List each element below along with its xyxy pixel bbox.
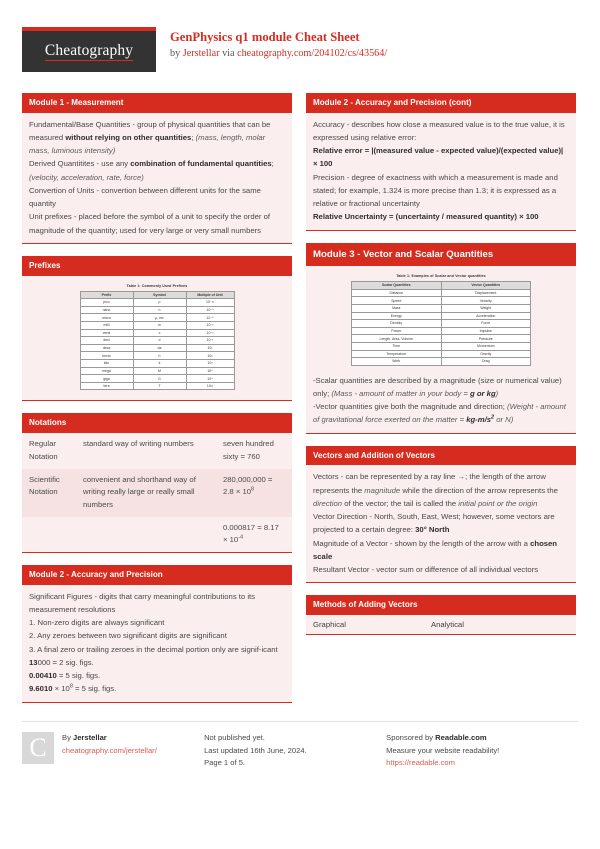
module2cont-line: Relative Uncertainty = (uncertainty / measured quantity) × 100 [313, 212, 539, 222]
table-cell: n [133, 306, 186, 314]
table-cell: μ, mc [133, 314, 186, 322]
module2-line: 1. Non-zero digits are always significant [29, 618, 165, 628]
notation-name: Scientific Notation [29, 474, 60, 497]
table-cell: 10¹ [186, 344, 234, 352]
card-notations [22, 413, 292, 553]
table-cell: da [133, 344, 186, 352]
page-title: GenPhysics q1 module Cheat Sheet [170, 30, 360, 44]
table-cell: kilo [80, 360, 133, 368]
footer-sponsor-tagline: Measure your website readability! [386, 745, 500, 755]
cheatography-logo[interactable] [22, 27, 156, 72]
prefixes-table-caption: Table 1: Commonly Used Prefixes [126, 283, 188, 288]
card-module-2-heading: Module 2 - Accuracy and Precision [22, 565, 292, 585]
card-prefixes-heading: Prefixes [22, 256, 292, 276]
footer-last-updated: Last updated 16th June, 2024. [204, 745, 307, 755]
notation-example: $280,000,000 = 2.8 \times 10^8$ [223, 474, 273, 497]
table-cell: 10⁻³ [186, 321, 234, 329]
card-methods-heading: Methods of Adding Vectors [306, 595, 576, 615]
table-row [352, 320, 531, 328]
footer-sponsor-name: Readable.com [435, 732, 487, 742]
prefixes-col-header: Multiple of Unit [186, 291, 234, 299]
table-cell: 10⁻⁶ [186, 314, 234, 322]
card-module-1 [22, 93, 292, 244]
table-cell: Energy [352, 312, 442, 320]
table-cell: 10³ [186, 360, 234, 368]
notations-rows [22, 433, 292, 553]
table-cell: Velocity [441, 297, 531, 305]
notation-desc: standard way of writing numbers [83, 439, 194, 449]
vectors-line: Resultant Vector - vector sum or difference of all individual vectors [313, 565, 539, 575]
right-column [306, 93, 576, 715]
notation-example: $0.000817 = 8.17 \times 10^{-4}$ [223, 522, 279, 545]
card-notations-heading: Notations [22, 413, 292, 433]
card-prefixes [22, 256, 292, 402]
table-cell: Temperature [352, 350, 442, 358]
prefixes-col-header: Symbol [133, 291, 186, 299]
scalar-vector-table-image [306, 266, 576, 372]
vectors-line: Vectors - can be represented by a ray line →; the length of the arrow represents the magnitude while the direction of the arrow represents the direction of the vector; the tail is called the initial point or the origin [313, 472, 558, 508]
table-cell: milli [80, 321, 133, 329]
scalar-vector-col-header: Vector Quantities [441, 282, 531, 290]
table-row [80, 329, 234, 337]
table-row [352, 304, 531, 312]
table-cell: 10⁶ [186, 367, 234, 375]
scalar-vector-table [351, 281, 531, 366]
notation-name [29, 522, 83, 547]
logo-text: Cheatography [45, 42, 133, 61]
table-cell: Mass [352, 304, 442, 312]
method-graphical: Graphical [313, 620, 346, 629]
scalar-vector-col-header: Scalar Quantities [352, 282, 442, 290]
table-cell: Acceleration [441, 312, 531, 320]
card-vectors-body [306, 465, 576, 583]
footer-author-name: Jerstellar [72, 732, 107, 742]
page-footer [22, 721, 578, 771]
table-row [352, 289, 531, 297]
card-module-2-cont-body [306, 113, 576, 231]
notation-desc [83, 522, 223, 547]
table-cell: Length, Area, Volume [352, 335, 442, 343]
footer-publish-block [204, 732, 386, 771]
module1-line: Fundamental/Base Quantities - group of physical quantities that can be measured without relying on other quantities; (mass, length, molar mass, luminous intensity) [29, 119, 271, 156]
prefixes-col-header: Prefix [80, 291, 133, 299]
footer-by-label: By [62, 732, 73, 742]
table-cell: Time [352, 342, 442, 350]
byline-prefix: by [170, 48, 183, 59]
footer-author-block [22, 732, 204, 771]
left-column [22, 93, 292, 715]
table-cell: Weight [441, 304, 531, 312]
table-cell: 10⁻¹² [186, 299, 234, 307]
module1-line: Convertion of Units - convertion between different units for the same quantity [29, 185, 261, 209]
table-cell: 10⁻⁹ [186, 306, 234, 314]
table-cell: 10⁹ [186, 375, 234, 383]
card-module-3 [306, 243, 576, 434]
table-cell: hecto [80, 352, 133, 360]
prefixes-table-image [22, 276, 292, 402]
module2-line: Significant Figures - digits that carry meaningful contributions to its measurement resolutions [29, 591, 256, 614]
card-module-2-cont-heading: Module 2 - Accuracy and Precision (cont) [306, 93, 576, 113]
card-module-2 [22, 565, 292, 703]
module2-line: 3. A final zero or trailing zeroes in the decimal portion only are signif-icant [29, 644, 278, 654]
module2-line: 0.00410 = 5 sig. figs. [29, 671, 101, 681]
byline-author[interactable]: Jerstellar [182, 48, 220, 59]
footer-sponsor-line [386, 732, 578, 745]
methods-rows [306, 615, 576, 635]
table-cell: k [133, 360, 186, 368]
notation-name: Regular Notation [29, 439, 58, 461]
table-row [22, 469, 292, 517]
table-cell: m [133, 321, 186, 329]
vectors-line: Vector Direction - North, South, East, West; however, some vectors are projected to a certain degree: 30° North [313, 512, 555, 535]
module2-line: 13000 = 2 sig. figs. [29, 657, 94, 667]
card-module-1-heading: Module 1 - Measurement [22, 93, 292, 113]
table-cell: Gravity [441, 350, 531, 358]
module3-note: -Scalar quantities are described by a magnitude (size or numerical value) only; (Mass - amount of matter in your body = g or kg) [313, 375, 562, 399]
table-row [22, 517, 292, 552]
table-cell: tera [80, 382, 133, 390]
table-row [80, 299, 234, 307]
source-link[interactable]: cheatography.com/204102/cs/43564/ [237, 48, 388, 59]
table-row [352, 358, 531, 366]
table-cell: giga [80, 375, 133, 383]
table-cell: T [133, 382, 186, 390]
card-vectors [306, 446, 576, 584]
table-cell: Pressure [441, 335, 531, 343]
prefixes-table-header-row [80, 291, 234, 299]
table-cell: Work [352, 358, 442, 366]
table-row [80, 314, 234, 322]
module2cont-line: Precision - degree of exactness with which a measurement is made and stated; for example, 1.324 is more precise than 1.3; it is expressed as a relative or fractional uncertainty [313, 172, 558, 209]
table-cell: Density [352, 320, 442, 328]
table-row [352, 350, 531, 358]
table-cell: c [133, 329, 186, 337]
table-cell: 10⁻² [186, 329, 234, 337]
footer-page-info: Page 1 of 5. [204, 758, 246, 768]
table-cell: Displacement [441, 289, 531, 297]
table-row [80, 306, 234, 314]
table-row [80, 375, 234, 383]
table-row [80, 337, 234, 345]
table-row [352, 297, 531, 305]
scalar-vector-table-body [352, 289, 531, 365]
table-row [352, 327, 531, 335]
table-cell: 10⁻¹ [186, 337, 234, 345]
vectors-line: Magnitude of a Vector - shown by the length of the arrow with a chosen scale [313, 538, 558, 561]
footer-by-line [62, 732, 157, 745]
footer-publish-status: Not published yet. [204, 732, 265, 742]
table-row [306, 615, 576, 634]
table-cell: Power [352, 327, 442, 335]
table-cell: p [133, 299, 186, 307]
table-row [80, 367, 234, 375]
card-module-3-notes [306, 372, 576, 434]
table-cell: deca [80, 344, 133, 352]
avatar: C [22, 732, 54, 764]
prefixes-table [80, 291, 235, 391]
footer-sponsor-block [386, 732, 578, 771]
footer-sponsor-prefix: Sponsored by [386, 732, 436, 742]
card-module-2-body [22, 585, 292, 703]
table-cell: Force [441, 320, 531, 328]
scalar-vector-header-row [352, 282, 531, 290]
table-cell: Speed [352, 297, 442, 305]
table-cell: nano [80, 306, 133, 314]
header-text-block [170, 27, 387, 61]
table-cell: Distance [352, 289, 442, 297]
notation-example: seven hundred sixty = 760 [223, 439, 274, 461]
module2cont-line: Relative error = |(measured value - expected value)/(expected value)| × 100 [313, 146, 564, 169]
card-module-1-body [22, 113, 292, 244]
module1-line: Derived Quantitites - use any combination of fundamental quantities; (velocity, acceleration, rate, force) [29, 159, 274, 182]
card-methods-of-adding-vectors [306, 595, 576, 635]
table-cell: mega [80, 367, 133, 375]
table-cell: 10² [186, 352, 234, 360]
table-cell: d [133, 337, 186, 345]
table-cell: Momentum [441, 342, 531, 350]
table-row [80, 352, 234, 360]
table-row [80, 321, 234, 329]
footer-author-link[interactable]: cheatography.com/jerstellar/ [62, 745, 157, 755]
module3-note: -Vector quantities give both the magnitude and direction; (Weight - amount of gravitational force exerted on the matter = $kg-m/s^2$ or N) [313, 402, 566, 425]
table-row [352, 342, 531, 350]
prefixes-table-body [80, 299, 234, 390]
table-cell: pico [80, 299, 133, 307]
content-columns [22, 93, 578, 715]
byline [170, 47, 387, 61]
table-cell: 10¹² [186, 382, 234, 390]
module2-line: 2. Any zeroes between two significant digits are significant [29, 631, 227, 641]
table-cell: h [133, 352, 186, 360]
module2cont-line: Accuracy - describes how close a measured value is to the true value, it is expressed using relative error: [313, 119, 565, 142]
footer-sponsor-link[interactable]: https://readable.com [386, 758, 455, 768]
table-cell: G [133, 375, 186, 383]
table-cell: M [133, 367, 186, 375]
module1-line: Unit prefixes - placed before the symbol of a unit to specify the order of magnitude of the quantity; used for very large or very small numbers [29, 212, 271, 235]
table-row [352, 335, 531, 343]
table-cell: Drag [441, 358, 531, 366]
table-cell: Impulse [441, 327, 531, 335]
table-cell: deci [80, 337, 133, 345]
table-row [352, 312, 531, 320]
scalar-vector-table-caption: Table 1: Examples of Scalar and Vector quantities [396, 274, 486, 279]
module2-line: $9.6010 \times 10^8 = 5$ sig. figs. [29, 683, 117, 694]
card-module-3-heading: Module 3 - Vector and Scalar Quantities [306, 243, 576, 267]
table-cell: centi [80, 329, 133, 337]
card-module-2-cont [306, 93, 576, 231]
notation-desc: convenient and shorthand way of writing really large or really small numbers [83, 474, 196, 509]
card-vectors-heading: Vectors and Addition of Vectors [306, 446, 576, 466]
table-cell: micro [80, 314, 133, 322]
page-header [22, 27, 578, 79]
table-row [80, 360, 234, 368]
table-row [80, 382, 234, 390]
byline-via: via [219, 48, 238, 59]
table-row [80, 344, 234, 352]
table-row [22, 433, 292, 468]
method-analytical: Analytical [431, 620, 464, 629]
